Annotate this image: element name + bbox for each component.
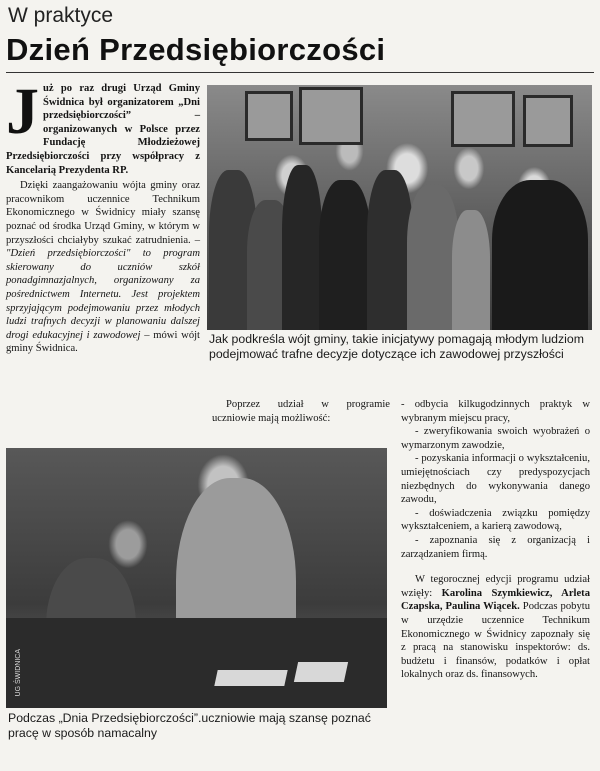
papers bbox=[294, 662, 348, 682]
section-label: W praktyce bbox=[8, 4, 114, 27]
list-item: - pozyskania informacji o wykształceniu, umiejętnościach czy predyspozycjach niezbędnych do wykonywania danego zawodu, bbox=[401, 453, 590, 506]
photo1-caption: Jak podkreśla wójt gminy, takie inicjatywy pomagają młodym ludziom podejmować trafne decyzje dotyczące ich zawodowej przyszłości bbox=[209, 332, 584, 361]
program-intro: Poprzez udział w programie uczniowie mają możliwość: bbox=[212, 399, 390, 424]
person-figure bbox=[282, 165, 322, 330]
participants-intro: W tegorocznej edycji programu udział wzięły: bbox=[401, 574, 590, 599]
person-figure bbox=[492, 180, 588, 330]
lead-paragraph: uż po raz drugi Urząd Gminy Świdnica był organizatorem „Dni przedsiębiorczości” – organizowanych w Polsce przez Fundację Młodzieżowej Przedsiębiorczości przy współpracy z Kancelarią Prezydenta RP. bbox=[6, 83, 200, 176]
list-item: - odbycia kilkugodzinnych praktyk w wybranym miejscu pracy, bbox=[401, 399, 590, 424]
papers bbox=[214, 670, 287, 686]
flowers bbox=[452, 210, 490, 330]
participants-paragraph bbox=[401, 573, 590, 682]
wall-picture-frame bbox=[299, 87, 363, 145]
article-headline: Dzień Przedsiębiorczości bbox=[6, 32, 386, 67]
list-item: - zweryfikowania swoich wyobrażeń o wymarzonym zawodzie, bbox=[401, 426, 590, 451]
dropcap: J bbox=[6, 75, 39, 148]
photo2-caption: Podczas „Dnia Przedsiębiorczości”.uczniowie mają szansę poznać pracę w sposób namacalny bbox=[8, 711, 371, 740]
list-item: - doświadczenia związku pomiędzy wykształceniem, a karierą zawodową, bbox=[401, 507, 590, 533]
person-figure bbox=[319, 180, 371, 330]
photo-students-group bbox=[207, 85, 592, 330]
participants-names: Karolina Szymkiewicz, Arleta Czapska, Paulina Wiącek. bbox=[401, 587, 590, 613]
wall-picture-frame bbox=[523, 95, 573, 147]
middle-column bbox=[212, 398, 390, 425]
wall-picture-frame bbox=[245, 91, 293, 141]
quote-attribution: – mówi wójt gminy Świdnica. bbox=[6, 329, 200, 355]
body-paragraph-1: Dzięki zaangażowaniu wójta gminy oraz pracownikom uczennice Technikum Ekonomicznego w Świdnicy miały szansę poznać od środka Urząd Gminy, w którym w przyszłości chciałyby szukać zatrudnienia. – bbox=[6, 180, 200, 246]
photo-credit: UG ŚWIDNICA bbox=[15, 648, 22, 696]
wall-picture-frame bbox=[451, 91, 515, 147]
quote-italic: "Dzień przedsiębiorczości" to program skierowany do uczniów szkół ponadgimnazjalnych, organizowany za pośrednictwem Internetu. Jest projektem sprzyjającym podejmowaniu przez młodych ludzi trafnych decyzji w planowaniu dalszej drogi edukacyjnej i zawodowej bbox=[6, 248, 200, 341]
photo-students-at-desk bbox=[6, 448, 387, 708]
participants-detail: Podczas pobytu w urzędzie uczennice Technikum Ekonomicznego w Świdnicy zapoznały się z pracą na stanowisku inspektorów: ds. budżetu i finansów, podatków i opłat lokalnych oraz ds. finansowych. bbox=[401, 601, 590, 681]
list-item: - zapoznania się z organizacją i zarządzaniem firmą. bbox=[401, 534, 590, 560]
left-column bbox=[6, 75, 200, 356]
title-divider bbox=[6, 72, 594, 73]
right-column bbox=[401, 398, 590, 682]
